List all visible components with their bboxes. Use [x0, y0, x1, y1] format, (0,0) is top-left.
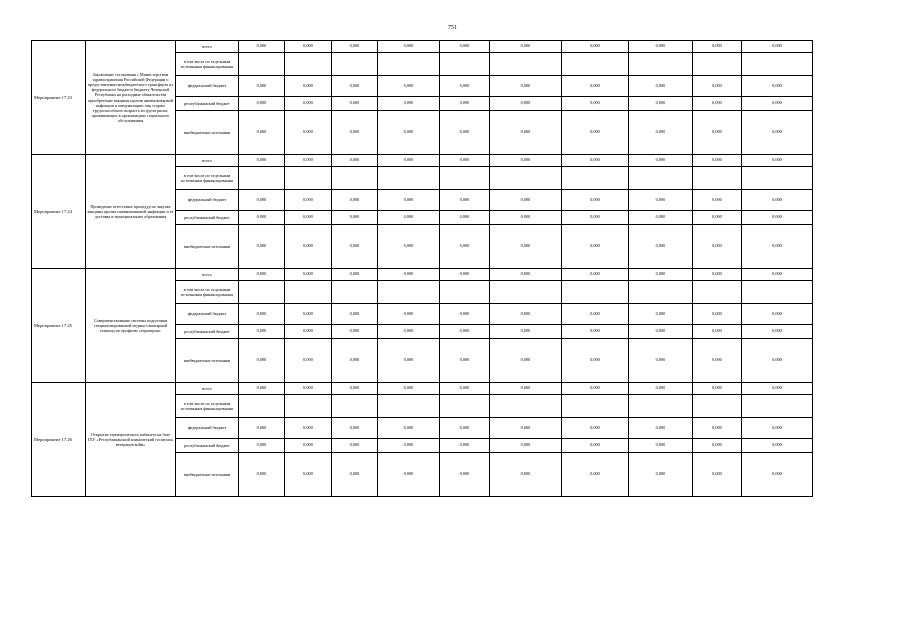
value-cell [629, 53, 693, 76]
value-cell: 0,000 [562, 211, 629, 225]
funding-source-cell: всего [176, 41, 239, 53]
value-cell: 0,000 [332, 190, 378, 211]
value-cell: 0,000 [378, 383, 440, 395]
value-cell: 0,000 [239, 325, 285, 339]
event-description-cell: Заключение соглашения с Министерством здравоохранения Российской Федерации о предоставлении межбюджетного трансферта из федерального бюджета бюджету Чеченской Республики на расходные обязательства приобретение вакцины против пневмококковой инфекции и иммунизацию лиц старше трудоспособного возраста из групп риска, проживающих в организациях социального обслуживания [86, 41, 176, 155]
funding-source-cell: в том числе по отдельным источникам финансирования [176, 281, 239, 304]
value-cell: 0,000 [490, 225, 562, 269]
value-cell: 0,000 [285, 225, 332, 269]
value-cell: 0,000 [629, 111, 693, 155]
value-cell: 0,000 [490, 383, 562, 395]
value-cell [440, 167, 490, 190]
value-cell: 0,000 [742, 41, 813, 53]
table-row [32, 269, 813, 281]
value-cell: 0,000 [285, 97, 332, 111]
value-cell: 0,000 [629, 269, 693, 281]
value-cell: 0,000 [440, 211, 490, 225]
value-cell: 0,000 [378, 269, 440, 281]
value-cell: 0,000 [693, 41, 742, 53]
value-cell [562, 395, 629, 418]
event-id-cell: Мероприятие 17.25 [32, 269, 86, 383]
value-cell: 0,000 [742, 269, 813, 281]
value-cell: 0,000 [562, 97, 629, 111]
page-number: 751 [448, 25, 457, 31]
value-cell: 0,000 [378, 155, 440, 167]
value-cell [693, 281, 742, 304]
value-cell: 0,000 [562, 269, 629, 281]
value-cell: 0,000 [285, 76, 332, 97]
value-cell: 0,000 [693, 453, 742, 497]
table-row [32, 41, 813, 53]
value-cell: 0,000 [378, 41, 440, 53]
value-cell: 0,000 [440, 155, 490, 167]
value-cell: 0,000 [629, 418, 693, 439]
value-cell [332, 395, 378, 418]
value-cell [440, 281, 490, 304]
funding-source-cell: внебюджетные источники [176, 111, 239, 155]
value-cell: 0,000 [285, 339, 332, 383]
value-cell: 0,000 [629, 383, 693, 395]
value-cell: 0,000 [742, 418, 813, 439]
value-cell [562, 53, 629, 76]
value-cell [285, 167, 332, 190]
value-cell: 0,000 [378, 76, 440, 97]
value-cell: 0,000 [562, 453, 629, 497]
funding-source-cell: республиканский бюджет [176, 439, 239, 453]
value-cell: 0,000 [693, 211, 742, 225]
value-cell: 0,000 [742, 76, 813, 97]
value-cell [239, 395, 285, 418]
value-cell: 0,000 [562, 76, 629, 97]
value-cell: 0,000 [693, 339, 742, 383]
value-cell: 0,000 [332, 97, 378, 111]
value-cell: 0,000 [440, 325, 490, 339]
value-cell: 0,000 [693, 418, 742, 439]
value-cell: 0,000 [285, 453, 332, 497]
value-cell [693, 53, 742, 76]
value-cell: 0,000 [629, 304, 693, 325]
funding-source-cell: в том числе по отдельным источникам финансирования [176, 395, 239, 418]
value-cell: 0,000 [440, 418, 490, 439]
value-cell: 0,000 [742, 325, 813, 339]
value-cell: 0,000 [378, 304, 440, 325]
value-cell: 0,000 [332, 76, 378, 97]
value-cell: 0,000 [378, 339, 440, 383]
value-cell: 0,000 [490, 325, 562, 339]
value-cell: 0,000 [285, 190, 332, 211]
value-cell: 0,000 [629, 453, 693, 497]
value-cell: 0,000 [562, 41, 629, 53]
value-cell: 0,000 [239, 339, 285, 383]
value-cell: 0,000 [742, 225, 813, 269]
value-cell: 0,000 [239, 439, 285, 453]
value-cell: 0,000 [239, 453, 285, 497]
value-cell: 0,000 [693, 439, 742, 453]
value-cell: 0,000 [490, 439, 562, 453]
value-cell [742, 281, 813, 304]
event-description-cell: Проведение аттестовых процедур по закупке вакцины против пневмококковой инфекции и ее доставка в муниципальные образования [86, 155, 176, 269]
value-cell: 0,000 [562, 325, 629, 339]
value-cell: 0,000 [742, 111, 813, 155]
value-cell: 0,000 [629, 211, 693, 225]
value-cell: 0,000 [562, 190, 629, 211]
value-cell: 0,000 [332, 304, 378, 325]
value-cell: 0,000 [629, 339, 693, 383]
value-cell: 0,000 [742, 453, 813, 497]
value-cell: 0,000 [239, 155, 285, 167]
value-cell: 0,000 [562, 111, 629, 155]
funding-source-cell: республиканский бюджет [176, 211, 239, 225]
value-cell: 0,000 [440, 383, 490, 395]
value-cell: 0,000 [285, 325, 332, 339]
value-cell: 0,000 [239, 97, 285, 111]
value-cell: 0,000 [490, 339, 562, 383]
funding-source-cell: федеральный бюджет [176, 190, 239, 211]
value-cell: 0,000 [285, 155, 332, 167]
value-cell [332, 167, 378, 190]
value-cell: 0,000 [440, 76, 490, 97]
value-cell: 0,000 [742, 439, 813, 453]
value-cell: 0,000 [490, 76, 562, 97]
value-cell: 0,000 [378, 418, 440, 439]
value-cell: 0,000 [562, 383, 629, 395]
value-cell: 0,000 [490, 211, 562, 225]
value-cell: 0,000 [490, 190, 562, 211]
funding-source-cell: федеральный бюджет [176, 418, 239, 439]
value-cell [490, 281, 562, 304]
value-cell: 0,000 [332, 453, 378, 497]
value-cell: 0,000 [378, 190, 440, 211]
value-cell [490, 53, 562, 76]
value-cell [239, 281, 285, 304]
value-cell: 0,000 [440, 339, 490, 383]
value-cell: 0,000 [490, 97, 562, 111]
value-cell: 0,000 [332, 339, 378, 383]
value-cell: 0,000 [378, 325, 440, 339]
value-cell [742, 53, 813, 76]
value-cell: 0,000 [285, 439, 332, 453]
value-cell: 0,000 [742, 97, 813, 111]
value-cell: 0,000 [490, 304, 562, 325]
value-cell: 0,000 [440, 97, 490, 111]
table-row [32, 155, 813, 167]
value-cell: 0,000 [332, 439, 378, 453]
value-cell: 0,000 [285, 418, 332, 439]
value-cell [629, 167, 693, 190]
value-cell: 0,000 [285, 41, 332, 53]
value-cell: 0,000 [490, 418, 562, 439]
funding-source-cell: республиканский бюджет [176, 325, 239, 339]
value-cell: 0,000 [332, 325, 378, 339]
value-cell: 0,000 [742, 211, 813, 225]
value-cell: 0,000 [490, 453, 562, 497]
value-cell: 0,000 [562, 304, 629, 325]
value-cell: 0,000 [332, 418, 378, 439]
value-cell: 0,000 [239, 111, 285, 155]
funding-source-cell: федеральный бюджет [176, 76, 239, 97]
value-cell: 0,000 [629, 225, 693, 269]
value-cell: 0,000 [378, 439, 440, 453]
value-cell: 0,000 [332, 111, 378, 155]
funding-source-cell: внебюджетные источники [176, 225, 239, 269]
value-cell: 0,000 [239, 41, 285, 53]
value-cell: 0,000 [742, 339, 813, 383]
value-cell: 0,000 [562, 339, 629, 383]
value-cell: 0,000 [285, 111, 332, 155]
value-cell: 0,000 [239, 418, 285, 439]
value-cell: 0,000 [629, 325, 693, 339]
funding-source-cell: всего [176, 269, 239, 281]
value-cell: 0,000 [239, 76, 285, 97]
value-cell: 0,000 [562, 439, 629, 453]
value-cell: 0,000 [693, 325, 742, 339]
value-cell [490, 167, 562, 190]
table-row [32, 383, 813, 395]
value-cell [378, 53, 440, 76]
value-cell: 0,000 [490, 269, 562, 281]
event-description-cell: Совершенствование системы подготовки специализированной медико-санитарной помощи по профилю «гериатрия» [86, 269, 176, 383]
value-cell: 0,000 [332, 155, 378, 167]
value-cell: 0,000 [332, 225, 378, 269]
value-cell: 0,000 [285, 304, 332, 325]
value-cell [490, 395, 562, 418]
value-cell: 0,000 [239, 269, 285, 281]
value-cell: 0,000 [285, 211, 332, 225]
funding-source-cell: внебюджетные источники [176, 339, 239, 383]
value-cell [285, 395, 332, 418]
value-cell: 0,000 [239, 304, 285, 325]
value-cell [742, 167, 813, 190]
value-cell: 0,000 [742, 155, 813, 167]
value-cell: 0,000 [440, 304, 490, 325]
value-cell: 0,000 [440, 453, 490, 497]
value-cell: 0,000 [742, 304, 813, 325]
event-id-cell: Мероприятие 17.24 [32, 155, 86, 269]
value-cell: 0,000 [332, 269, 378, 281]
value-cell: 0,000 [285, 269, 332, 281]
funding-source-cell: федеральный бюджет [176, 304, 239, 325]
event-id-cell: Мероприятие 17.23 [32, 41, 86, 155]
value-cell: 0,000 [378, 453, 440, 497]
value-cell: 0,000 [490, 155, 562, 167]
value-cell: 0,000 [693, 97, 742, 111]
value-cell: 0,000 [440, 439, 490, 453]
value-cell: 0,000 [629, 439, 693, 453]
value-cell: 0,000 [332, 211, 378, 225]
value-cell: 0,000 [693, 190, 742, 211]
value-cell: 0,000 [629, 41, 693, 53]
value-cell: 0,000 [285, 383, 332, 395]
funding-source-cell: всего [176, 155, 239, 167]
value-cell: 0,000 [440, 225, 490, 269]
value-cell: 0,000 [562, 418, 629, 439]
funding-source-cell: в том числе по отдельным источникам финансирования [176, 53, 239, 76]
value-cell: 0,000 [378, 97, 440, 111]
value-cell: 0,000 [239, 211, 285, 225]
value-cell: 0,000 [629, 155, 693, 167]
funding-source-cell: всего [176, 383, 239, 395]
value-cell: 0,000 [239, 225, 285, 269]
value-cell: 0,000 [629, 190, 693, 211]
value-cell [378, 281, 440, 304]
event-id-cell: Мероприятие 17.26 [32, 383, 86, 497]
value-cell: 0,000 [440, 190, 490, 211]
value-cell [285, 281, 332, 304]
value-cell: 0,000 [378, 211, 440, 225]
value-cell [742, 395, 813, 418]
value-cell [239, 167, 285, 190]
value-cell [332, 281, 378, 304]
value-cell: 0,000 [490, 41, 562, 53]
value-cell: 0,000 [693, 269, 742, 281]
value-cell: 0,000 [693, 383, 742, 395]
value-cell: 0,000 [629, 97, 693, 111]
value-cell [693, 167, 742, 190]
value-cell: 0,000 [378, 111, 440, 155]
value-cell [562, 167, 629, 190]
value-cell [378, 167, 440, 190]
value-cell [693, 395, 742, 418]
financing-table [31, 40, 813, 497]
value-cell: 0,000 [562, 225, 629, 269]
value-cell [332, 53, 378, 76]
value-cell [562, 281, 629, 304]
value-cell: 0,000 [693, 304, 742, 325]
value-cell: 0,000 [693, 155, 742, 167]
funding-source-cell: республиканский бюджет [176, 97, 239, 111]
value-cell: 0,000 [693, 111, 742, 155]
value-cell: 0,000 [239, 190, 285, 211]
value-cell [378, 395, 440, 418]
value-cell: 0,000 [332, 383, 378, 395]
event-description-cell: Открытие гериатрического кабинета на базе ГБУ «Республиканский клинический госпиталь ветеранов войн» [86, 383, 176, 497]
value-cell: 0,000 [440, 41, 490, 53]
value-cell: 0,000 [742, 383, 813, 395]
funding-source-cell: внебюджетные источники [176, 453, 239, 497]
value-cell: 0,000 [693, 76, 742, 97]
funding-source-cell: в том числе по отдельным источникам финансирования [176, 167, 239, 190]
value-cell [629, 395, 693, 418]
value-cell: 0,000 [378, 225, 440, 269]
value-cell [285, 53, 332, 76]
value-cell: 0,000 [440, 111, 490, 155]
value-cell: 0,000 [440, 269, 490, 281]
value-cell: 0,000 [332, 41, 378, 53]
value-cell: 0,000 [490, 111, 562, 155]
value-cell: 0,000 [693, 225, 742, 269]
value-cell: 0,000 [629, 76, 693, 97]
value-cell: 0,000 [239, 383, 285, 395]
value-cell [629, 281, 693, 304]
value-cell: 0,000 [562, 155, 629, 167]
value-cell [239, 53, 285, 76]
value-cell [440, 395, 490, 418]
value-cell: 0,000 [742, 190, 813, 211]
value-cell [440, 53, 490, 76]
